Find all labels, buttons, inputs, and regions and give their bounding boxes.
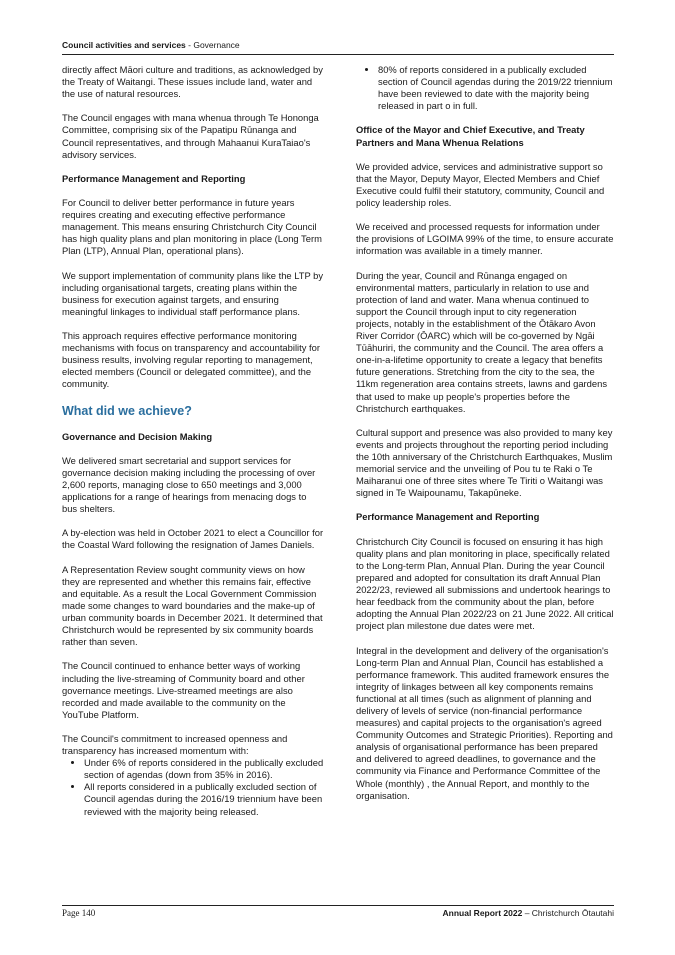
report-suffix: – Christchurch Ōtautahi [522, 908, 614, 918]
left-column [62, 64, 324, 830]
paragraph: We support implementation of community plans like the LTP by including organisational targets, creating plans within the business for execution against targets, and ensuring meaningful linkages to individual staff performance plans. [62, 269, 324, 317]
paragraph: During the year, Council and Rūnanga engaged on environmental matters, particularly in relation to use and protection of land and water. Mana whenua continued to support the Council through input to city regeneration projects, notably in the establishment of the Ōtākaro Avon River Corridor (ŌARC) which will be co-governed by Ngāi Tūāhuriri, the community and the Council. The area offers a one-in-a-lifetime opportunity to create a legacy that benefits future generations. Stretching from the city to the sea, the 11km regeneration area contains streets, lawns and gardens that used to make up people's properties before the Christchurch earthquakes. [356, 269, 608, 414]
paragraph: A by-election was held in October 2021 to elect a Councillor for the Coastal Ward following the resignation of James Daniels. [62, 527, 324, 551]
achievements-heading: What did we achieve? [62, 403, 192, 418]
page-number: Page 140 [62, 908, 96, 918]
paragraph: For Council to deliver better performance in future years requires creating and executing effective performance management. This means ensuring Christchurch City Council has high quality plans and plan monitoring in place (Long Term Plan (LTP), Annual Plan, operational plans). [62, 197, 322, 257]
paragraph: We provided advice, services and administrative support so that the Mayor, Deputy Mayor, Elected Members and Chief Executive could fulfil their statutory, community, Council and policy leadership roles. [356, 160, 605, 209]
header-section: Council activities and services [62, 40, 186, 50]
paragraph: The Council's commitment to increased openness and transparency has increased momentum with: [62, 732, 288, 757]
footer-divider [62, 905, 614, 906]
running-header [62, 40, 614, 51]
header-subsection: Governance [193, 40, 240, 50]
paragraph: Cultural support and presence was also provided to many key events and projects throughout the reporting period including the 10th anniversary of the Christchurch Earthquakes, Muslim memorial service and the unveiling of Pou tu te Raki o Te Maiharanui one of three sites where Te Tiriti o Waitangi was signed in Te Waipounamu, Takapūneke. [356, 426, 613, 499]
report-title: Annual Report 2022 [442, 908, 523, 918]
header-divider [62, 54, 614, 55]
bullet-list [62, 757, 324, 817]
paragraph: A Representation Review sought community views on how they are represented and whether this remains fair, effective and equitable. As a result the Local Government Commission made some changes to ward boundaries and the make-up of urban community boards in December 2021. It determined that Christchurch would be represented by six community boards rather than seven. [62, 563, 323, 648]
paragraph: This approach requires effective performance monitoring mechanisms with focus on transparency and accountability for business results, involving regular reporting to management, elected members (Council or delegated committee), and the community. [62, 330, 320, 390]
paragraph: directly affect Māori culture and traditions, as acknowledged by the Treaty of Waitangi. These issues include land, water and the use of natural resources. [62, 64, 323, 100]
bullet-list [356, 64, 614, 112]
list-item: • All reports considered in a publically excluded section of Council agendas during the 2016/19 triennium have been reviewed with the majority being released. [84, 781, 324, 817]
section-heading: Performance Management and Reporting [356, 511, 540, 523]
paragraph: We delivered smart secretarial and support services for governance decision making including the processing of over 2,600 reports, managing close to 650 meetings and 3,000 applications for a range of hearings from menacing dogs to bus shelters. [62, 454, 316, 515]
section-heading: Governance and Decision Making [62, 430, 213, 442]
footer-report-title [443, 908, 614, 918]
paragraph: The Council engages with mana whenua through Te Hononga Committee, comprising six of the Papatipu Rūnanga and Council representatives, and through Mahaanui KuraTaiao's advisory services. [62, 112, 319, 160]
right-column [356, 64, 614, 814]
list-item: • Under 6% of reports considered in the publically excluded section of agendas (down from 35% in 2016). [84, 757, 324, 781]
paragraph: Christchurch City Council is focused on ensuring it has high quality plans and plan monitoring in place, specifically related to the Long-term Plan, Annual Plan. During the year Council prepared and adopted for consultation its draft Annual Plan 2022/23, reviewed all submissions and undertook hearings to hear feedback from the community about the plan, before adopting the Annual Plan 2022/23 on 21 June 2022. All critical project plan milestone due dates were met. [356, 535, 614, 632]
paragraph: The Council continued to enhance better ways of working including the live-streaming of Community board and other governance meetings. Live-streamed meetings are also recorded and made available to the community on the YouTube Platform. [62, 660, 305, 720]
list-item: • 80% of reports considered in a publically excluded section of Council agendas during the 2019/22 triennium have been reviewed to date with the majority being released in part o in full. [378, 64, 614, 112]
section-heading: Performance Management and Reporting [62, 172, 246, 184]
paragraph: Integral in the development and delivery of the organisation's Long-term Plan and Annual Plan, Council has established a performance framework. This audited framework ensures the integrity of linkages between all key components remains functional at all times (such as alignment of planning and delivery of levels of service (non-financial performance measures) and capital projects to the organisation's agreed Community Outcomes and Strategic Priorities). Reporting and analysis of organisational performance has been prepared and delivered to agreed deadlines, to governance and the community via Finance and Performance Committee of the Whole (monthly) , the Annual Report, and monthly to the organisation. [356, 644, 613, 801]
paragraph: We received and processed requests for information under the provisions of LGOIMA 99% of the time, to ensure accurate information was available in a timely manner. [356, 221, 614, 257]
section-heading: Office of the Mayor and Chief Executive, and Treaty Partners and Mana Whenua Relations [356, 124, 585, 148]
header-separator: - [185, 40, 194, 50]
